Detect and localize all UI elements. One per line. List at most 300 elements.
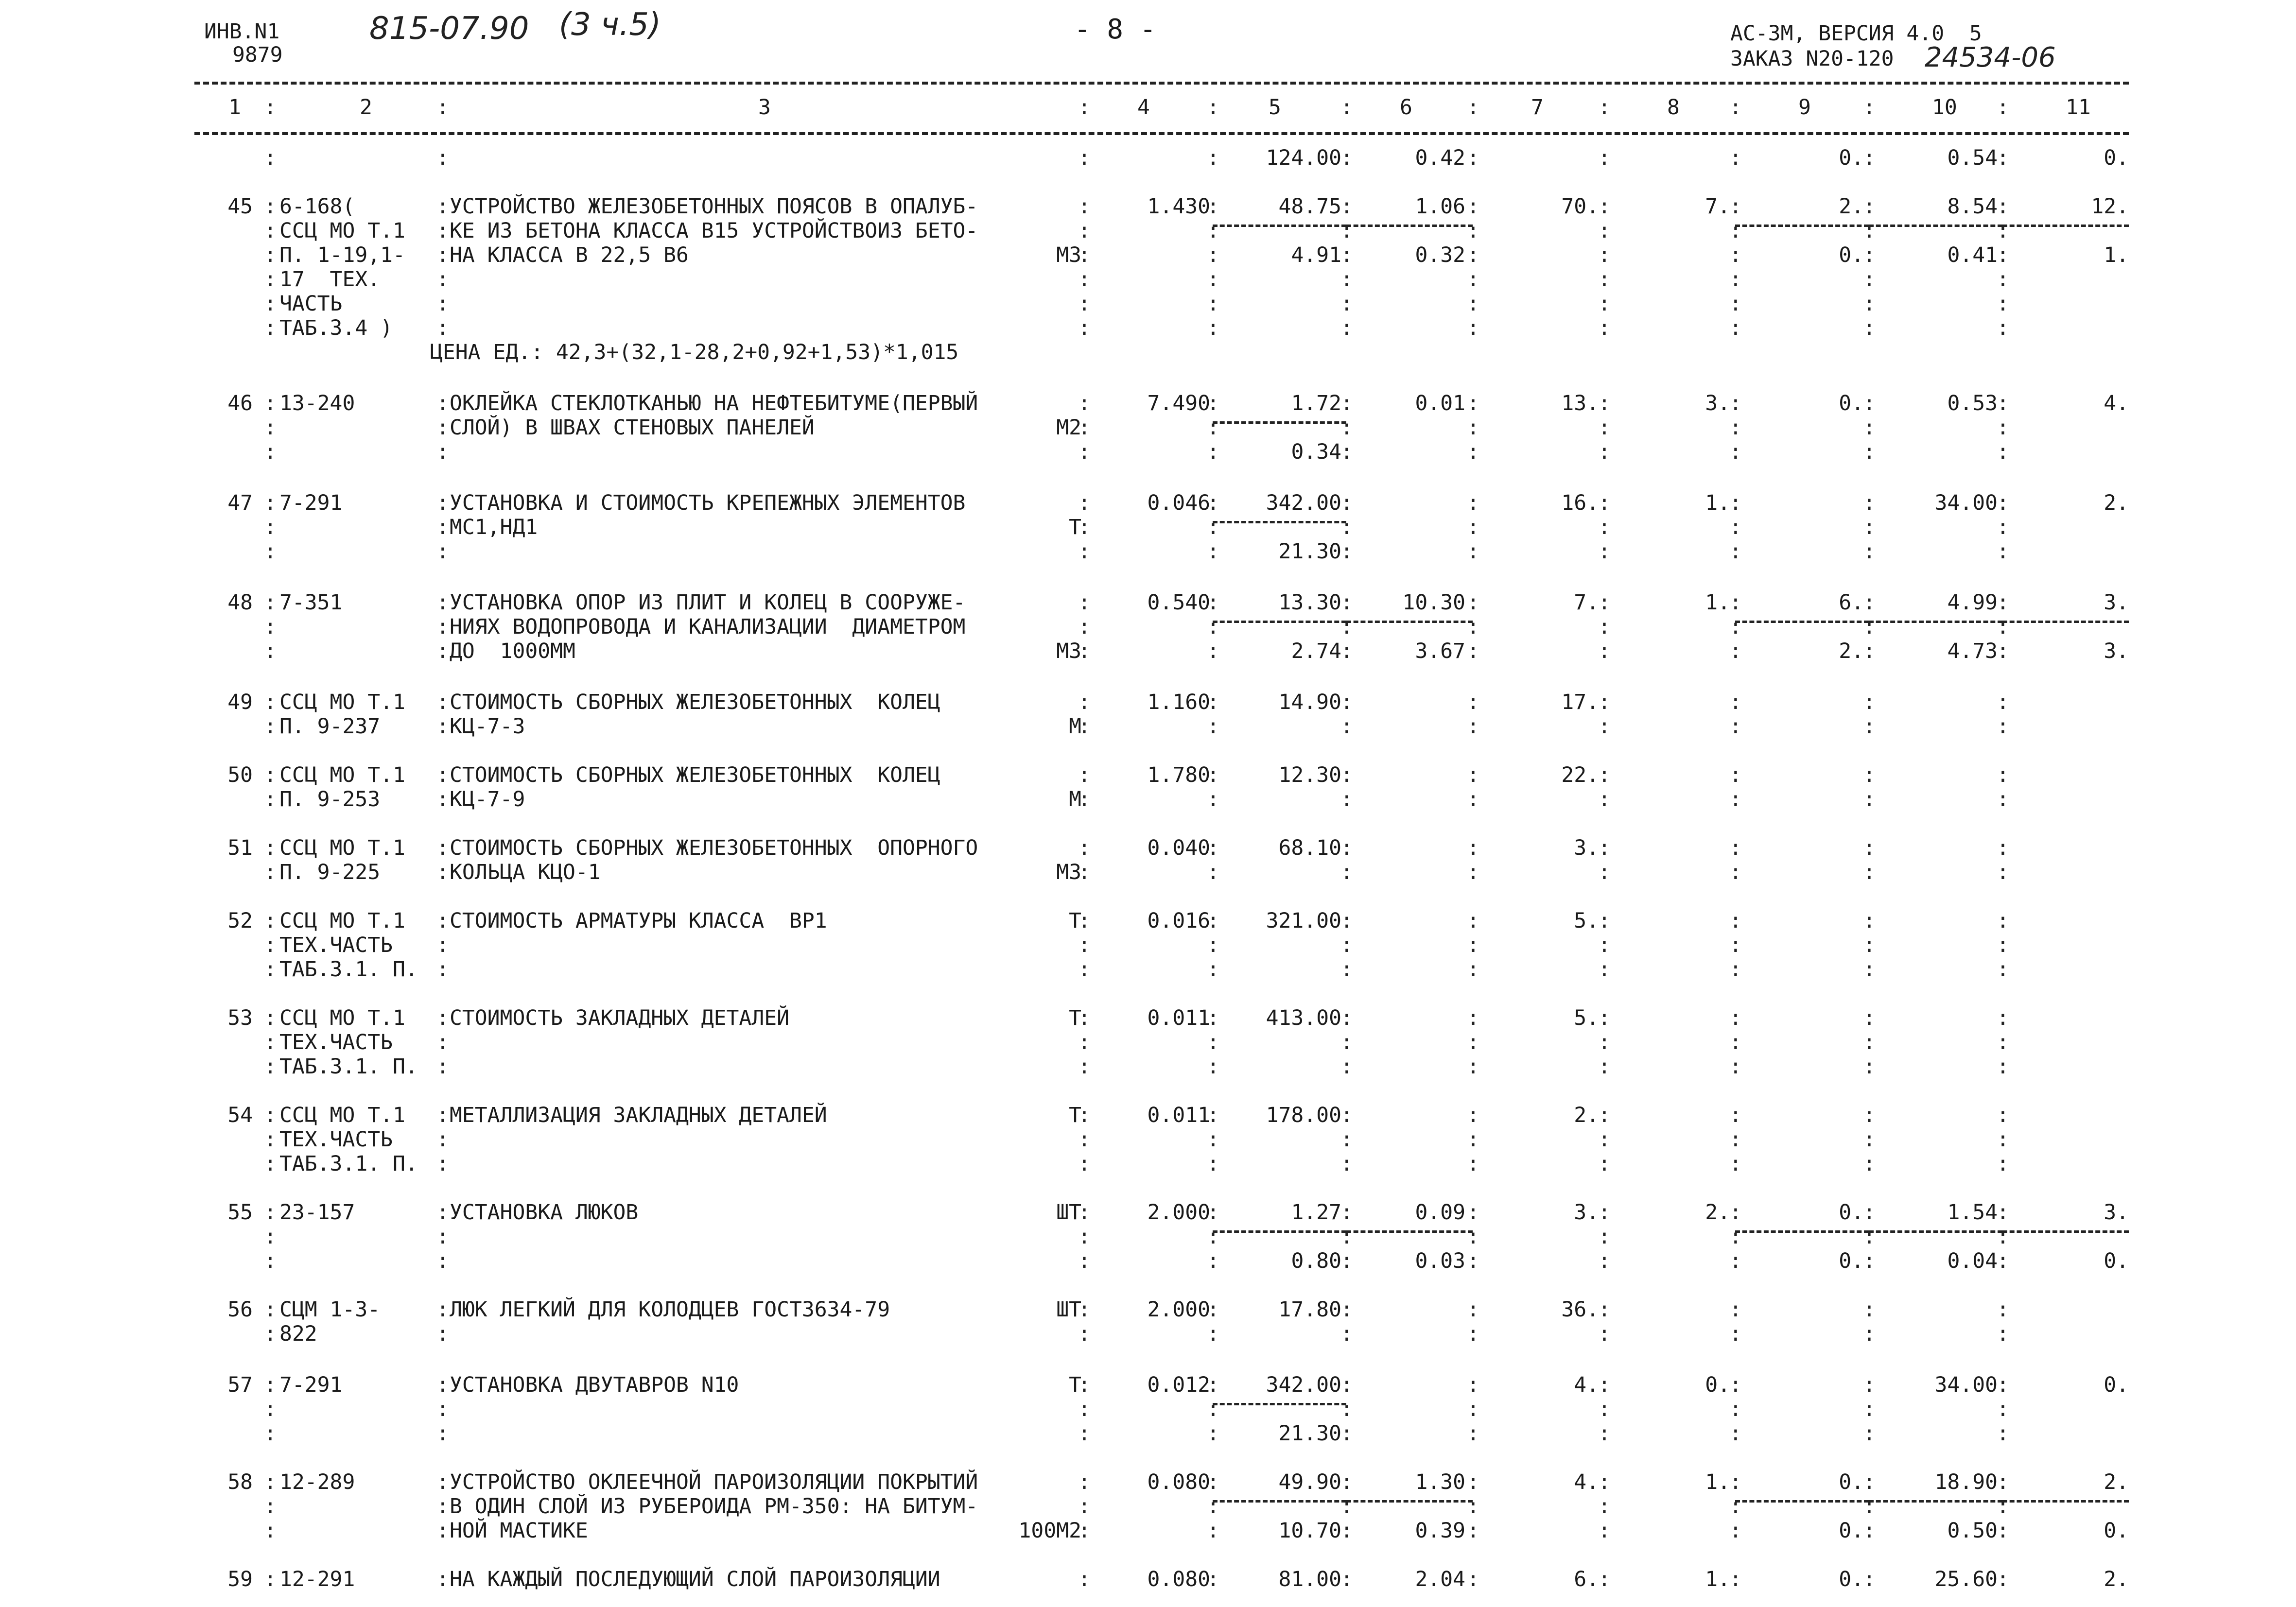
- column-separator: :: [264, 1297, 277, 1322]
- column-separator: :: [1863, 316, 1876, 340]
- value-c6: 0.03: [1415, 1249, 1465, 1273]
- column-separator: :: [264, 690, 277, 714]
- column-separator: :: [1340, 1127, 1353, 1152]
- column-separator: :: [1467, 95, 1479, 120]
- column-separator: :: [1078, 909, 1091, 933]
- column-separator: :: [1598, 194, 1611, 219]
- column-separator: :: [1598, 1103, 1611, 1127]
- unit-of-measure: ШТ: [1056, 1200, 1081, 1225]
- value-c5: 342.00: [1266, 1373, 1341, 1397]
- cost-total: 13.: [1561, 391, 1599, 415]
- column-separator: :: [1467, 440, 1479, 464]
- column-separator: :: [436, 391, 449, 415]
- column-separator: :: [1467, 1322, 1479, 1346]
- column-separator: :: [1997, 957, 2009, 982]
- column-separator: :: [436, 763, 449, 787]
- column-separator: :: [1997, 1421, 2009, 1446]
- column-separator: :: [1598, 491, 1611, 515]
- column-separator: :: [1467, 714, 1479, 739]
- column-separator: :: [1207, 1494, 1219, 1519]
- column-separator: :: [264, 615, 277, 639]
- column-separator: :: [1078, 957, 1091, 982]
- column-separator: :: [1207, 957, 1219, 982]
- column-separator: :: [1997, 1519, 2009, 1543]
- unit-of-measure: 100М2: [1018, 1519, 1081, 1543]
- row-number: 53: [227, 1006, 253, 1030]
- column-separator: :: [1863, 909, 1876, 933]
- norm-code: ТАБ.3.1. П.: [279, 1054, 418, 1079]
- column-separator: :: [264, 1249, 277, 1273]
- column-separator: :: [1467, 391, 1479, 415]
- column-separator: :: [1598, 763, 1611, 787]
- column-separator: :: [1467, 1006, 1479, 1030]
- work-description: УСТРОЙСТВО ОКЛЕЕЧНОЙ ПАРОИЗОЛЯЦИИ ПОКРЫТИЙ: [450, 1470, 978, 1494]
- column-number-11: 11: [2066, 95, 2091, 120]
- column-separator: :: [1863, 515, 1876, 539]
- norm-code: П. 1-19,1-: [279, 243, 405, 267]
- value-c11: 3.: [2104, 590, 2129, 615]
- column-separator: :: [264, 1421, 277, 1446]
- column-separator: :: [1078, 1494, 1091, 1519]
- wages-total: 0.: [1705, 1373, 1730, 1397]
- column-separator: :: [1598, 590, 1611, 615]
- column-separator: :: [264, 194, 277, 219]
- column-separator: :: [1078, 1127, 1091, 1152]
- work-description: УСТРОЙСТВО ЖЕЛЕЗОБЕТОННЫХ ПОЯСОВ В ОПАЛУБ-: [450, 194, 978, 219]
- unit-of-measure: Т: [1069, 515, 1081, 539]
- column-separator: :: [1340, 860, 1353, 884]
- column-separator: :: [1997, 590, 2009, 615]
- carry-c10: 0.54: [1947, 146, 1998, 170]
- column-separator: :: [1207, 95, 1219, 120]
- column-separator: :: [1340, 219, 1353, 243]
- column-separator: :: [436, 639, 449, 663]
- column-separator: :: [1467, 1494, 1479, 1519]
- value-c5: 81.00: [1278, 1567, 1341, 1591]
- value-c5: 21.30: [1278, 1421, 1341, 1446]
- column-separator: :: [1598, 1421, 1611, 1446]
- column-separator: :: [1340, 763, 1353, 787]
- column-separator: :: [1467, 316, 1479, 340]
- program-version: АС-3М, ВЕРСИЯ 4.0 5: [1730, 21, 1982, 46]
- column-separator: :: [1207, 860, 1219, 884]
- column-separator: :: [1729, 539, 1742, 564]
- value-c5: 178.00: [1266, 1103, 1341, 1127]
- column-number-9: 9: [1798, 95, 1811, 120]
- column-separator: :: [1997, 243, 2009, 267]
- quantity: 2.000: [1147, 1297, 1210, 1322]
- column-separator: :: [1598, 714, 1611, 739]
- work-description: В ОДИН СЛОЙ ИЗ РУБЕРОИДА РМ-350: НА БИТУМ-: [450, 1494, 978, 1519]
- column-separator: :: [264, 440, 277, 464]
- column-separator: :: [1997, 714, 2009, 739]
- unit-of-measure: Т: [1069, 1006, 1081, 1030]
- column-separator: :: [1207, 1567, 1219, 1591]
- norm-code: СЦМ 1-3-: [279, 1297, 381, 1322]
- column-separator: :: [1729, 491, 1742, 515]
- column-separator: :: [1207, 1470, 1219, 1494]
- value-c11: 0.: [2104, 1519, 2129, 1543]
- column-separator: :: [1340, 957, 1353, 982]
- column-separator: :: [436, 957, 449, 982]
- column-separator: :: [1207, 1421, 1219, 1446]
- column-separator: :: [1997, 860, 2009, 884]
- subtotal-rule: [1735, 1500, 1869, 1503]
- column-separator: :: [1078, 219, 1091, 243]
- column-separator: :: [1863, 763, 1876, 787]
- column-separator: :: [1078, 1322, 1091, 1346]
- column-separator: :: [1598, 1494, 1611, 1519]
- norm-code: ТАБ.3.4 ): [279, 316, 393, 340]
- quantity: 0.011: [1147, 1103, 1210, 1127]
- column-separator: :: [1598, 219, 1611, 243]
- column-separator: :: [1729, 515, 1742, 539]
- column-separator: :: [1598, 1470, 1611, 1494]
- column-separator: :: [1340, 1249, 1353, 1273]
- column-separator: :: [1863, 440, 1876, 464]
- work-description: КЦ-7-9: [450, 787, 525, 812]
- norm-code: ССЦ МО Т.1: [279, 690, 405, 714]
- column-separator: :: [1997, 1006, 2009, 1030]
- value-c5: 10.70: [1278, 1519, 1341, 1543]
- column-separator: :: [264, 267, 277, 292]
- column-separator: :: [1207, 146, 1219, 170]
- column-separator: :: [264, 1470, 277, 1494]
- column-separator: :: [1863, 1200, 1876, 1225]
- cost-total: 4.: [1574, 1373, 1599, 1397]
- row-number: 54: [227, 1103, 253, 1127]
- column-separator: :: [1467, 763, 1479, 787]
- quantity: 0.046: [1147, 491, 1210, 515]
- column-separator: :: [1729, 933, 1742, 957]
- column-separator: :: [1207, 714, 1219, 739]
- column-separator: :: [1467, 267, 1479, 292]
- column-separator: :: [1467, 909, 1479, 933]
- column-separator: :: [436, 860, 449, 884]
- column-separator: :: [1997, 1200, 2009, 1225]
- value-c11: 3.: [2104, 1200, 2129, 1225]
- column-separator: :: [1729, 243, 1742, 267]
- subtotal-rule: [1213, 225, 1346, 227]
- norm-code: ТЕХ.ЧАСТЬ: [279, 933, 393, 957]
- subtotal-rule: [1346, 225, 1473, 227]
- column-separator: :: [1729, 1494, 1742, 1519]
- column-separator: :: [1729, 219, 1742, 243]
- column-separator: :: [1729, 836, 1742, 860]
- column-separator: :: [1863, 1470, 1876, 1494]
- column-separator: :: [1598, 1030, 1611, 1054]
- column-separator: :: [1729, 957, 1742, 982]
- column-separator: :: [1598, 267, 1611, 292]
- column-separator: :: [1078, 267, 1091, 292]
- norm-code: ССЦ МО Т.1: [279, 909, 405, 933]
- column-separator: :: [1340, 1200, 1353, 1225]
- unit-of-measure: Т: [1069, 1373, 1081, 1397]
- column-separator: :: [1729, 1225, 1742, 1249]
- column-separator: :: [1078, 391, 1091, 415]
- column-separator: :: [1207, 1249, 1219, 1273]
- quantity: 0.040: [1147, 836, 1210, 860]
- value-c5: 413.00: [1266, 1006, 1341, 1030]
- inventory-label: ИНВ.N1: [204, 19, 280, 44]
- column-separator: :: [1467, 219, 1479, 243]
- column-separator: :: [1467, 146, 1479, 170]
- column-separator: :: [1340, 1297, 1353, 1322]
- column-separator: :: [1863, 714, 1876, 739]
- column-separator: :: [264, 219, 277, 243]
- column-separator: :: [1467, 1200, 1479, 1225]
- column-separator: :: [264, 146, 277, 170]
- column-separator: :: [1078, 95, 1091, 120]
- column-separator: :: [264, 763, 277, 787]
- column-separator: :: [1340, 440, 1353, 464]
- column-separator: :: [1078, 1519, 1091, 1543]
- cost-total: 7.: [1574, 590, 1599, 615]
- row-number: 59: [227, 1567, 253, 1591]
- wages-total: 1.: [1705, 491, 1730, 515]
- column-separator: :: [1340, 1054, 1353, 1079]
- column-separator: :: [1997, 1373, 2009, 1397]
- column-separator: :: [1729, 1152, 1742, 1176]
- column-separator: :: [264, 1152, 277, 1176]
- column-separator: :: [1078, 860, 1091, 884]
- column-separator: :: [1863, 95, 1876, 120]
- column-separator: :: [1729, 690, 1742, 714]
- column-separator: :: [1863, 539, 1876, 564]
- column-separator: :: [1340, 836, 1353, 860]
- column-separator: :: [1729, 391, 1742, 415]
- column-separator: :: [1078, 836, 1091, 860]
- carry-c5: 124.00: [1266, 146, 1341, 170]
- column-separator: :: [1863, 292, 1876, 316]
- inventory-number: 9879: [232, 43, 283, 67]
- column-separator: :: [1598, 860, 1611, 884]
- column-separator: :: [1729, 1200, 1742, 1225]
- quantity: 1.780: [1147, 763, 1210, 787]
- column-separator: :: [1467, 957, 1479, 982]
- value-c11: 3.: [2104, 639, 2129, 663]
- column-separator: :: [1078, 1006, 1091, 1030]
- value-c6: 10.30: [1402, 590, 1465, 615]
- column-separator: :: [264, 1006, 277, 1030]
- column-separator: :: [1598, 515, 1611, 539]
- column-separator: :: [1863, 1567, 1876, 1591]
- column-separator: :: [1997, 1030, 2009, 1054]
- subtotal-rule: [1213, 621, 1346, 623]
- column-separator: :: [1863, 1103, 1876, 1127]
- column-separator: :: [264, 860, 277, 884]
- value-c9: 0.: [1839, 1470, 1864, 1494]
- column-separator: :: [1863, 1297, 1876, 1322]
- column-separator: :: [436, 539, 449, 564]
- column-separator: :: [264, 787, 277, 812]
- column-separator: :: [1207, 415, 1219, 440]
- order-number: ЗАКАЗ N20-120: [1730, 47, 1894, 71]
- value-c10: 0.53: [1947, 391, 1998, 415]
- column-separator: :: [1729, 1054, 1742, 1079]
- column-separator: :: [1863, 1127, 1876, 1152]
- column-separator: :: [1340, 933, 1353, 957]
- column-separator: :: [1598, 639, 1611, 663]
- column-separator: :: [436, 1567, 449, 1591]
- value-c11: 0.: [2104, 1373, 2129, 1397]
- column-separator: :: [1467, 1225, 1479, 1249]
- subtotal-rule: [1735, 225, 1869, 227]
- column-separator: :: [436, 615, 449, 639]
- subtotal-rule: [1869, 1500, 2002, 1503]
- column-separator: :: [1467, 1470, 1479, 1494]
- column-separator: :: [1863, 243, 1876, 267]
- work-description: СТОИМОСТЬ АРМАТУРЫ КЛАССА ВР1: [450, 909, 827, 933]
- column-separator: :: [1997, 440, 2009, 464]
- column-separator: :: [1729, 292, 1742, 316]
- work-description: СТОИМОСТЬ СБОРНЫХ ЖЕЛЕЗОБЕТОННЫХ ОПОРНОГО: [450, 836, 978, 860]
- column-separator: :: [1863, 860, 1876, 884]
- column-separator: :: [1340, 1519, 1353, 1543]
- work-description: СТОИМОСТЬ СБОРНЫХ ЖЕЛЕЗОБЕТОННЫХ КОЛЕЦ: [450, 763, 940, 787]
- column-separator: :: [1467, 243, 1479, 267]
- column-separator: :: [264, 316, 277, 340]
- quantity: 0.540: [1147, 590, 1210, 615]
- value-c10: 1.54: [1947, 1200, 1998, 1225]
- column-separator: :: [1340, 316, 1353, 340]
- column-separator: :: [436, 787, 449, 812]
- column-separator: :: [264, 1322, 277, 1346]
- column-separator: :: [436, 1006, 449, 1030]
- value-c11: 12.: [2091, 194, 2129, 219]
- column-separator: :: [1997, 292, 2009, 316]
- value-c9: 0.: [1839, 1519, 1864, 1543]
- column-separator: :: [1598, 690, 1611, 714]
- column-separator: :: [1997, 1397, 2009, 1421]
- column-separator: :: [436, 1054, 449, 1079]
- column-separator: :: [1207, 1397, 1219, 1421]
- column-separator: :: [1863, 1006, 1876, 1030]
- header-rule-top: [194, 82, 2129, 85]
- column-separator: :: [1729, 1103, 1742, 1127]
- value-c5: 1.27: [1291, 1200, 1341, 1225]
- column-separator: :: [1729, 146, 1742, 170]
- value-c10: 4.99: [1947, 590, 1998, 615]
- work-description: УСТАНОВКА ЛЮКОВ: [450, 1200, 639, 1225]
- column-separator: :: [1863, 491, 1876, 515]
- column-separator: :: [436, 1152, 449, 1176]
- column-separator: :: [1863, 1494, 1876, 1519]
- column-separator: :: [436, 714, 449, 739]
- quantity: 0.080: [1147, 1470, 1210, 1494]
- work-description: УСТАНОВКА И СТОИМОСТЬ КРЕПЕЖНЫХ ЭЛЕМЕНТОВ: [450, 491, 966, 515]
- column-separator: :: [1467, 860, 1479, 884]
- column-separator: :: [436, 292, 449, 316]
- wages-total: 1.: [1705, 1470, 1730, 1494]
- column-separator: :: [1467, 787, 1479, 812]
- column-separator: :: [1863, 1519, 1876, 1543]
- work-description: ДО 1000ММ: [450, 639, 575, 663]
- column-separator: :: [1078, 1249, 1091, 1273]
- column-separator: :: [1207, 787, 1219, 812]
- column-separator: :: [436, 836, 449, 860]
- column-separator: :: [1997, 909, 2009, 933]
- subtotal-rule: [2002, 621, 2129, 623]
- column-separator: :: [264, 1397, 277, 1421]
- wages-total: 7.: [1705, 194, 1730, 219]
- column-separator: :: [1997, 267, 2009, 292]
- column-separator: :: [436, 1397, 449, 1421]
- subtotal-rule: [1213, 421, 1346, 424]
- norm-code: 23-157: [279, 1200, 355, 1225]
- column-separator: :: [436, 1373, 449, 1397]
- column-separator: :: [436, 1519, 449, 1543]
- column-separator: :: [1340, 714, 1353, 739]
- column-separator: :: [1863, 267, 1876, 292]
- column-separator: :: [1467, 515, 1479, 539]
- column-separator: :: [1207, 1225, 1219, 1249]
- norm-code: 13-240: [279, 391, 355, 415]
- column-separator: :: [1078, 1421, 1091, 1446]
- column-separator: :: [1078, 1152, 1091, 1176]
- row-number: 50: [227, 763, 253, 787]
- column-separator: :: [1997, 391, 2009, 415]
- column-separator: :: [1729, 1297, 1742, 1322]
- column-separator: :: [1997, 515, 2009, 539]
- column-separator: :: [1340, 1152, 1353, 1176]
- quantity: 7.490: [1147, 391, 1210, 415]
- column-separator: :: [1598, 415, 1611, 440]
- column-separator: :: [1078, 590, 1091, 615]
- column-separator: :: [1997, 763, 2009, 787]
- unit-price-note: ЦЕНА ЕД.: 42,3+(32,1-28,2+0,92+1,53)*1,015: [430, 340, 959, 364]
- column-number-8: 8: [1667, 95, 1680, 120]
- unit-of-measure: Т: [1069, 1103, 1081, 1127]
- value-c10: 4.73: [1947, 639, 1998, 663]
- value-c6: 1.30: [1415, 1470, 1465, 1494]
- column-separator: :: [1598, 1127, 1611, 1152]
- value-c9: 2.: [1839, 639, 1864, 663]
- column-separator: :: [1467, 1030, 1479, 1054]
- value-c5: 0.80: [1291, 1249, 1341, 1273]
- column-separator: :: [1598, 909, 1611, 933]
- column-separator: :: [1467, 292, 1479, 316]
- value-c6: 0.09: [1415, 1200, 1465, 1225]
- column-separator: :: [1467, 1567, 1479, 1591]
- column-separator: :: [1729, 615, 1742, 639]
- column-separator: :: [264, 1567, 277, 1591]
- unit-of-measure: М: [1069, 714, 1081, 739]
- value-c9: 2.: [1839, 194, 1864, 219]
- column-separator: :: [1340, 243, 1353, 267]
- column-separator: :: [1467, 1421, 1479, 1446]
- column-separator: :: [1598, 1519, 1611, 1543]
- column-separator: :: [1207, 1054, 1219, 1079]
- column-separator: :: [1467, 1519, 1479, 1543]
- column-separator: :: [1467, 1152, 1479, 1176]
- column-separator: :: [1467, 933, 1479, 957]
- column-separator: :: [1467, 1127, 1479, 1152]
- column-separator: :: [1207, 1127, 1219, 1152]
- row-number: 49: [227, 690, 253, 714]
- norm-code: ССЦ МО Т.1: [279, 1006, 405, 1030]
- column-separator: :: [1598, 1225, 1611, 1249]
- column-number-10: 10: [1932, 95, 1957, 120]
- column-separator: :: [1207, 194, 1219, 219]
- value-c11: 2.: [2104, 1470, 2129, 1494]
- row-number: 48: [227, 590, 253, 615]
- column-separator: :: [1340, 1373, 1353, 1397]
- column-separator: :: [1207, 1030, 1219, 1054]
- cost-total: 6.: [1574, 1567, 1599, 1591]
- unit-of-measure: М: [1069, 787, 1081, 812]
- quantity: 1.430: [1147, 194, 1210, 219]
